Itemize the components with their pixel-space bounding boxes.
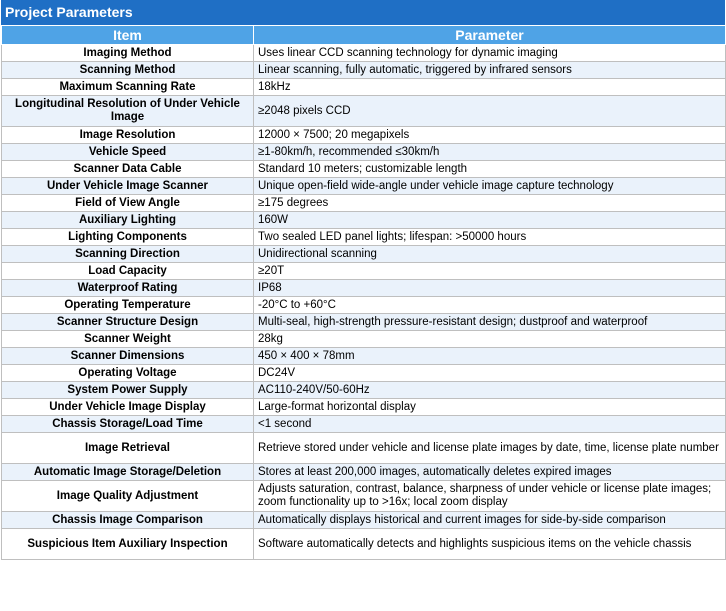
table-row: [2, 195, 726, 212]
row-parameter: ≥2048 pixels CCD: [254, 96, 726, 127]
table-row: [2, 178, 726, 195]
row-item: Field of View Angle: [2, 195, 254, 212]
row-parameter: Unique open-field wide-angle under vehicle image capture technology: [254, 178, 726, 195]
table-row: [2, 314, 726, 331]
row-parameter: Unidirectional scanning: [254, 246, 726, 263]
row-parameter: 450 × 400 × 78mm: [254, 348, 726, 365]
row-parameter: Multi-seal, high-strength pressure-resistant design; dustproof and waterproof: [254, 314, 726, 331]
table-row: [2, 212, 726, 229]
row-item: Operating Temperature: [2, 297, 254, 314]
row-item: Image Quality Adjustment: [2, 481, 254, 512]
table-row: [2, 263, 726, 280]
row-parameter: Standard 10 meters; customizable length: [254, 161, 726, 178]
row-item: Under Vehicle Image Scanner: [2, 178, 254, 195]
row-parameter: <1 second: [254, 416, 726, 433]
row-parameter: Automatically displays historical and current images for side-by-side comparison: [254, 512, 726, 529]
row-item: Scanner Weight: [2, 331, 254, 348]
row-parameter: Software automatically detects and highlights suspicious items on the vehicle chassis: [254, 529, 726, 560]
row-item: Auxiliary Lighting: [2, 212, 254, 229]
row-item: Scanning Direction: [2, 246, 254, 263]
table-row: [2, 481, 726, 512]
row-parameter: AC110-240V/50-60Hz: [254, 382, 726, 399]
row-item: System Power Supply: [2, 382, 254, 399]
table-row: [2, 229, 726, 246]
row-item: Load Capacity: [2, 263, 254, 280]
table-row: [2, 45, 726, 62]
row-item: Image Retrieval: [2, 433, 254, 464]
panel-title: Project Parameters: [1, 0, 725, 25]
row-parameter: IP68: [254, 280, 726, 297]
table-row: [2, 512, 726, 529]
parameters-panel: [1, 0, 725, 560]
table-row: [2, 331, 726, 348]
table-header-row: [2, 26, 726, 45]
table-row: [2, 464, 726, 481]
row-item: Vehicle Speed: [2, 144, 254, 161]
row-item: Image Resolution: [2, 127, 254, 144]
row-item: Scanner Dimensions: [2, 348, 254, 365]
table-row: [2, 62, 726, 79]
table-row: [2, 161, 726, 178]
table-body: [2, 45, 726, 560]
row-parameter: Uses linear CCD scanning technology for dynamic imaging: [254, 45, 726, 62]
row-parameter: 18kHz: [254, 79, 726, 96]
row-parameter: ≥1-80km/h, recommended ≤30km/h: [254, 144, 726, 161]
row-item: Suspicious Item Auxiliary Inspection: [2, 529, 254, 560]
row-item: Imaging Method: [2, 45, 254, 62]
row-parameter: -20°C to +60°C: [254, 297, 726, 314]
table-row: [2, 297, 726, 314]
row-parameter: 12000 × 7500; 20 megapixels: [254, 127, 726, 144]
row-item: Operating Voltage: [2, 365, 254, 382]
table-row: [2, 348, 726, 365]
table-row: [2, 416, 726, 433]
row-item: Scanning Method: [2, 62, 254, 79]
row-item: Automatic Image Storage/Deletion: [2, 464, 254, 481]
row-parameter: 28kg: [254, 331, 726, 348]
column-header-parameter: Parameter: [254, 26, 726, 45]
table-row: [2, 280, 726, 297]
row-item: Lighting Components: [2, 229, 254, 246]
row-parameter: Two sealed LED panel lights; lifespan: >50000 hours: [254, 229, 726, 246]
table-row: [2, 382, 726, 399]
table-row: [2, 365, 726, 382]
row-item: Maximum Scanning Rate: [2, 79, 254, 96]
row-parameter: Linear scanning, fully automatic, triggered by infrared sensors: [254, 62, 726, 79]
row-parameter: Retrieve stored under vehicle and license plate images by date, time, license plate number: [254, 433, 726, 464]
table-row: [2, 144, 726, 161]
row-item: Waterproof Rating: [2, 280, 254, 297]
row-item: Chassis Storage/Load Time: [2, 416, 254, 433]
table-row: [2, 96, 726, 127]
parameters-table: [1, 25, 726, 560]
row-item: Longitudinal Resolution of Under Vehicle Image: [2, 96, 254, 127]
row-item: Under Vehicle Image Display: [2, 399, 254, 416]
row-item: Scanner Data Cable: [2, 161, 254, 178]
row-parameter: Stores at least 200,000 images, automatically deletes expired images: [254, 464, 726, 481]
table-row: [2, 246, 726, 263]
column-header-item: Item: [2, 26, 254, 45]
table-row: [2, 433, 726, 464]
row-item: Scanner Structure Design: [2, 314, 254, 331]
table-row: [2, 127, 726, 144]
row-item: Chassis Image Comparison: [2, 512, 254, 529]
table-row: [2, 79, 726, 96]
row-parameter: ≥175 degrees: [254, 195, 726, 212]
table-row: [2, 399, 726, 416]
row-parameter: Adjusts saturation, contrast, balance, sharpness of under vehicle or license plate images; zoom functionality up to >16x; local zoom display: [254, 481, 726, 512]
row-parameter: DC24V: [254, 365, 726, 382]
table-row: [2, 529, 726, 560]
row-parameter: Large-format horizontal display: [254, 399, 726, 416]
row-parameter: 160W: [254, 212, 726, 229]
row-parameter: ≥20T: [254, 263, 726, 280]
